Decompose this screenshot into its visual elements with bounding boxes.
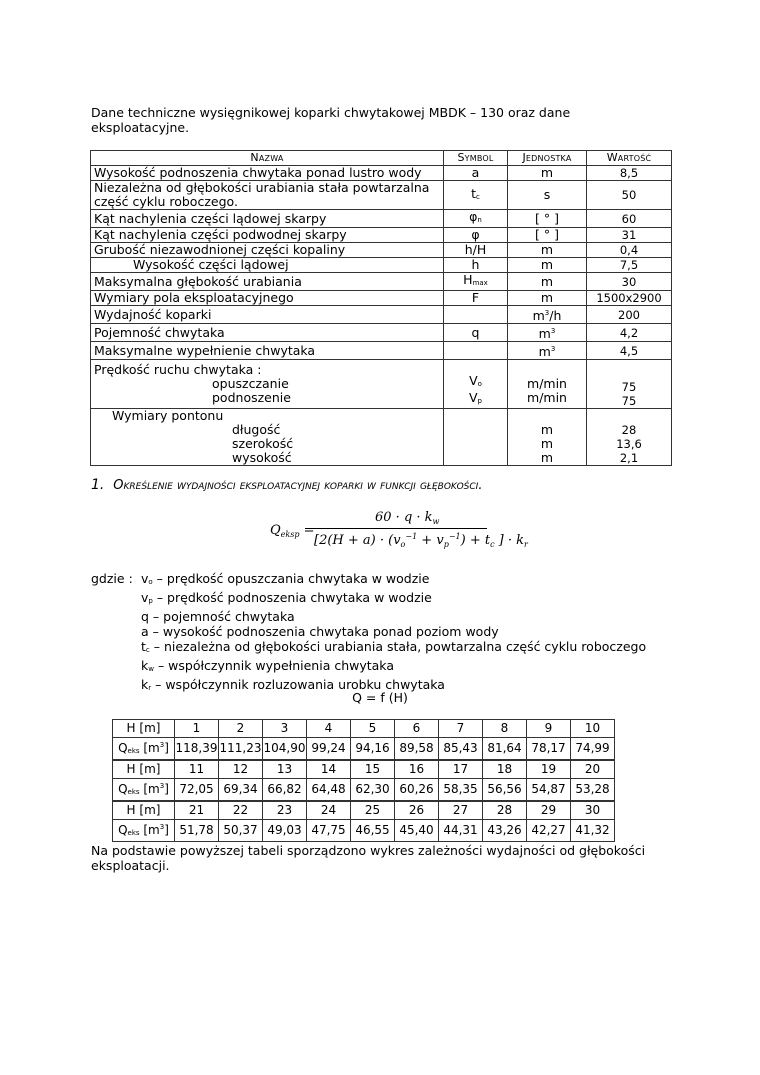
depth-cell: 11 (175, 760, 219, 779)
efficiency-row (113, 779, 615, 802)
specs-table (90, 150, 672, 466)
spec-symbol (444, 306, 508, 324)
symbol: a (141, 624, 149, 639)
spec-name: Wymiary pontonu długość szerokość wysokość (91, 409, 444, 466)
spec-name: Prędkość ruchu chwytaka : opuszczanie podnoszenie (91, 360, 444, 409)
efficiency-table (112, 719, 615, 842)
depth-cell: 18 (483, 760, 527, 779)
efficiency-cell: 51,78 (175, 820, 219, 842)
spec-unit: m (508, 291, 587, 306)
fraction-bar (312, 528, 487, 529)
symbol: kw (141, 658, 154, 673)
depth-cell: 6 (395, 720, 439, 738)
efficiency-cell: 58,35 (439, 779, 483, 802)
depth-cell: 30 (571, 801, 615, 820)
spec-unit: m/min m/min (508, 360, 587, 409)
spec-name: Pojemność chwytaka (91, 324, 444, 342)
spec-unit: s (508, 181, 587, 210)
efficiency-cell: 99,24 (307, 738, 351, 761)
formula-numerator: $60 \cdot q \cdot k_w$ (375, 510, 440, 526)
spec-symbol (444, 273, 508, 291)
spec-unit: m m m (508, 409, 587, 466)
efficiency-label: Qeks $[m^3]$ (113, 820, 175, 842)
header-value: Wartość (587, 151, 672, 166)
efficiency-cell: 74,99 (571, 738, 615, 761)
specs-row (91, 243, 672, 258)
efficiency-cell: 118,39 (175, 738, 219, 761)
depth-row (113, 801, 615, 820)
efficiency-cell: 81,64 (483, 738, 527, 761)
spec-unit: m (508, 166, 587, 181)
legend-text: – prędkość podnoszenia chwytaka w wodzie (152, 590, 432, 605)
header-name: Nazwa (91, 151, 444, 166)
legend-item (91, 571, 646, 590)
spec-name: Wysokość części lądowej (91, 258, 444, 273)
efficiency-cell: 42,27 (527, 820, 571, 842)
depth-cell: 9 (527, 720, 571, 738)
symbol: kr (141, 677, 152, 692)
symbol: tc (141, 639, 150, 654)
spec-value: 30 (587, 273, 672, 291)
legend-text: – współczynnik rozluzowania urobku chwytaka (151, 677, 445, 692)
efficiency-cell: 56,56 (483, 779, 527, 802)
efficiency-cell: 89,58 (395, 738, 439, 761)
depth-cell: 10 (571, 720, 615, 738)
symbol: tc (471, 185, 480, 201)
spec-symbol (444, 324, 508, 342)
outro-paragraph: Na podstawie powyższej tabeli sporządzono wykres zależności wydajności od głębokości eksploatacji. (91, 843, 646, 873)
specs-row (91, 306, 672, 324)
efficiency-cell: 46,55 (351, 820, 395, 842)
depth-cell: 13 (263, 760, 307, 779)
depth-cell: 24 (307, 801, 351, 820)
spec-value: 31 (587, 228, 672, 243)
spec-unit: $m^3$ (508, 324, 587, 342)
spec-name: Wymiary pola eksploatacyjnego (91, 291, 444, 306)
spec-name: Niezależna od głębokości urabiania stała powtarzalna część cyklu roboczego. (91, 181, 444, 210)
spec-value: 75 75 (587, 360, 672, 409)
efficiency-cell: 85,43 (439, 738, 483, 761)
depth-cell: 22 (219, 801, 263, 820)
symbol: φ (471, 227, 480, 242)
intro-paragraph: Dane techniczne wysięgnikowej koparki chwytakowej MBDK – 130 oraz dane eksploatacyjne. (91, 105, 571, 135)
efficiency-cell: 53,28 (571, 779, 615, 802)
spec-value: 60 (587, 210, 672, 228)
spec-value: 7,5 (587, 258, 672, 273)
legend-item (91, 624, 646, 639)
spec-name: Wysokość podnoszenia chwytaka ponad lustro wody (91, 166, 444, 181)
efficiency-cell: 43,26 (483, 820, 527, 842)
symbol: φn (469, 209, 482, 224)
specs-row-pontoon (91, 409, 672, 466)
header-symbol: Symbol (444, 151, 508, 166)
depth-row (113, 760, 615, 779)
spec-value: 1500x2900 (587, 291, 672, 306)
specs-row (91, 273, 672, 291)
depth-cell: 15 (351, 760, 395, 779)
formula-denominator: [$2(H + a) \cdot (v_o^{-1} + v_p^{-1}) + t_c$ ] · $k_r$ (314, 532, 528, 549)
efficiency-row (113, 820, 615, 842)
legend-text: – pojemność chwytaka (148, 609, 295, 624)
depth-row (113, 720, 615, 738)
section-heading (91, 477, 482, 493)
specs-row (91, 181, 672, 210)
efficiency-cell: 72,05 (175, 779, 219, 802)
spec-unit: m (508, 243, 587, 258)
spec-symbol (444, 166, 508, 181)
efficiency-cell: 45,40 (395, 820, 439, 842)
depth-label: H [m] (113, 760, 175, 779)
efficiency-row (113, 738, 615, 761)
spec-name: Maksymalne wypełnienie chwytaka (91, 342, 444, 360)
depth-cell: 25 (351, 801, 395, 820)
specs-row (91, 324, 672, 342)
symbol: h (471, 257, 480, 272)
symbol: a (471, 165, 480, 180)
efficiency-cell: 78,17 (527, 738, 571, 761)
efficiency-cell: 49,03 (263, 820, 307, 842)
specs-row-speed (91, 360, 672, 409)
legend-item (91, 658, 646, 677)
spec-symbol (444, 210, 508, 228)
spec-name: Maksymalna głębokość urabiania (91, 273, 444, 291)
depth-cell: 23 (263, 801, 307, 820)
spec-value: 4,2 (587, 324, 672, 342)
depth-cell: 12 (219, 760, 263, 779)
efficiency-cell: 47,75 (307, 820, 351, 842)
efficiency-cell: 41,32 (571, 820, 615, 842)
symbol: h/H (464, 242, 487, 257)
efficiency-cell: 104,90 (263, 738, 307, 761)
legend-text: – niezależna od głębokości urabiania stała, powtarzalna część cyklu roboczego (149, 639, 647, 654)
spec-symbol (444, 360, 508, 409)
efficiency-cell: 54,87 (527, 779, 571, 802)
efficiency-cell: 60,26 (395, 779, 439, 802)
efficiency-cell: 94,16 (351, 738, 395, 761)
depth-cell: 7 (439, 720, 483, 738)
specs-header-row (91, 151, 672, 166)
spec-value: 50 (587, 181, 672, 210)
header-unit: Jednostka (508, 151, 587, 166)
spec-symbol (444, 243, 508, 258)
depth-cell: 14 (307, 760, 351, 779)
symbol: Hmax (463, 272, 488, 287)
specs-row (91, 342, 672, 360)
efficiency-label: Qeks $[m^3]$ (113, 738, 175, 761)
spec-unit: $m^3$ (508, 342, 587, 360)
spec-unit: $m^3/h$ (508, 306, 587, 324)
efficiency-cell: 50,37 (219, 820, 263, 842)
spec-value: 0,4 (587, 243, 672, 258)
efficiency-label: Qeks $[m^3]$ (113, 779, 175, 802)
spec-name: Kąt nachylenia części lądowej skarpy (91, 210, 444, 228)
legend-text: – wysokość podnoszenia chwytaka ponad poziom wody (148, 624, 499, 639)
function-title: Q = f (H) (352, 690, 408, 705)
spec-name: Kąt nachylenia części podwodnej skarpy (91, 228, 444, 243)
depth-cell: 26 (395, 801, 439, 820)
legend-label: gdzie : (91, 571, 133, 586)
spec-unit: [ ° ] (508, 210, 587, 228)
depth-cell: 19 (527, 760, 571, 779)
legend-item (91, 639, 646, 658)
efficiency-cell: 69,34 (219, 779, 263, 802)
spec-symbol (444, 409, 508, 466)
spec-name: Wydajność koparki (91, 306, 444, 324)
specs-row (91, 258, 672, 273)
spec-value: 28 13,6 2,1 (587, 409, 672, 466)
spec-symbol (444, 258, 508, 273)
specs-row (91, 291, 672, 306)
symbol-legend (91, 571, 646, 696)
efficiency-cell: 111,23 (219, 738, 263, 761)
section-number: 1. (91, 477, 105, 493)
depth-cell: 16 (395, 760, 439, 779)
spec-value: 4,5 (587, 342, 672, 360)
depth-cell: 1 (175, 720, 219, 738)
depth-cell: 8 (483, 720, 527, 738)
symbol: q (471, 324, 480, 340)
depth-cell: 17 (439, 760, 483, 779)
legend-text: – prędkość opuszczania chwytaka w wodzie (152, 571, 430, 586)
depth-cell: 4 (307, 720, 351, 738)
symbol: vp (141, 590, 153, 605)
depth-cell: 27 (439, 801, 483, 820)
legend-text: – współczynnik wypełnienia chwytaka (153, 658, 394, 673)
specs-row (91, 228, 672, 243)
spec-name: Grubość niezawodnionej części kopaliny (91, 243, 444, 258)
efficiency-cell: 62,30 (351, 779, 395, 802)
efficiency-cell: 44,31 (439, 820, 483, 842)
spec-value: 200 (587, 306, 672, 324)
depth-cell: 5 (351, 720, 395, 738)
symbol: Vp (468, 390, 482, 405)
symbol: q (141, 609, 149, 624)
symbol: Vo (469, 373, 482, 388)
legend-item (91, 590, 646, 609)
spec-symbol (444, 228, 508, 243)
depth-cell: 28 (483, 801, 527, 820)
efficiency-cell: 66,82 (263, 779, 307, 802)
spec-symbol (444, 291, 508, 306)
spec-symbol (444, 181, 508, 210)
depth-cell: 29 (527, 801, 571, 820)
legend-item (91, 609, 646, 624)
symbol: F (471, 290, 480, 305)
symbol: vo (141, 571, 153, 586)
spec-unit: m (508, 273, 587, 291)
depth-label: H [m] (113, 801, 175, 820)
depth-cell: 3 (263, 720, 307, 738)
section-title: Określenie wydajności eksploatacyjnej koparki w funkcji głębokości. (113, 478, 483, 493)
spec-symbol (444, 342, 508, 360)
depth-cell: 2 (219, 720, 263, 738)
depth-cell: 20 (571, 760, 615, 779)
spec-unit: m (508, 258, 587, 273)
efficiency-cell: 64,48 (307, 779, 351, 802)
depth-cell: 21 (175, 801, 219, 820)
depth-label: H [m] (113, 720, 175, 738)
specs-row (91, 166, 672, 181)
specs-row (91, 210, 672, 228)
spec-unit: [ ° ] (508, 228, 587, 243)
formula-lhs: $Q_{eksp}$ = (270, 523, 315, 539)
spec-value: 8,5 (587, 166, 672, 181)
